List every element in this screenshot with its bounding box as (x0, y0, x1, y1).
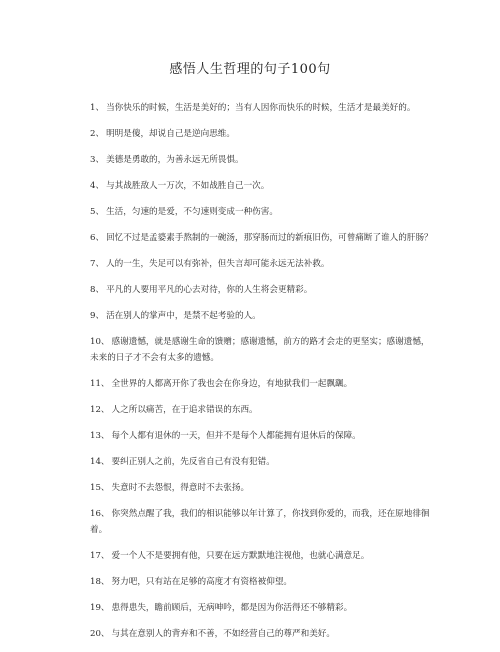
list-item (90, 152, 438, 168)
item-text: 回忆不过是孟婆素手熬制的一碗汤，那穿肠而过的新痕旧伤，可曾痛断了谁人的肝肠？ (106, 233, 433, 243)
item-text: 与其战胜敌人一万次，不如战胜自己一次。 (106, 181, 270, 191)
list-item (90, 100, 438, 116)
item-text: 明明是傻，却说自己是逆向思维。 (106, 129, 235, 139)
list-item (90, 402, 438, 418)
item-number: 16、 (90, 509, 110, 519)
item-number: 14、 (90, 457, 110, 467)
item-text: 活在别人的掌声中，是禁不起考验的人。 (106, 311, 261, 321)
item-number: 4、 (90, 181, 105, 191)
item-text: 你突然点醒了我，我们的相识能够以年计算了，你找到你爱的，而我，还在原地徘徊着。 (90, 509, 430, 535)
item-number: 17、 (90, 551, 110, 561)
list-item (90, 282, 438, 298)
list-item (90, 204, 438, 220)
list-item (90, 256, 438, 272)
item-text: 患得患失，瞻前顾后，无病呻吟，都是因为你活得还不够精彩。 (111, 603, 353, 613)
item-text: 失意时不去怨恨，得意时不去张扬。 (111, 483, 250, 493)
list-item (90, 548, 438, 564)
item-number: 3、 (90, 155, 105, 165)
item-number: 20、 (90, 629, 110, 639)
list-item (90, 626, 438, 642)
item-number: 8、 (90, 285, 105, 295)
item-text: 每个人都有退休的一天，但并不是每个人都能拥有退休后的保障。 (111, 431, 361, 441)
list-item (90, 428, 438, 444)
list-item (90, 230, 438, 246)
item-text: 感谢遗憾，就是感谢生命的馈赠；感谢遗憾，前方的路才会走的更坚实；感谢遗憾，未来的日子才不会有太多的遗憾。 (90, 337, 430, 363)
sentence-list (90, 100, 438, 652)
list-item (90, 454, 438, 470)
item-text: 努力吧，只有站在足够的高度才有资格被仰望。 (111, 577, 293, 587)
item-text: 人之所以痛苦，在于追求错误的东西。 (111, 405, 258, 415)
item-text: 美德是勇敢的，为善永远无所畏惧。 (106, 155, 244, 165)
list-item (90, 376, 438, 392)
list-item (90, 334, 438, 366)
item-text: 平凡的人要用平凡的心去对待，你的人生将会更精彩。 (106, 285, 313, 295)
list-item (90, 308, 438, 324)
item-number: 11、 (90, 379, 110, 389)
item-number: 18、 (90, 577, 110, 587)
item-number: 5、 (90, 207, 105, 217)
item-number: 6、 (90, 233, 105, 243)
item-number: 2、 (90, 129, 105, 139)
list-item (90, 506, 438, 538)
item-number: 1、 (90, 103, 105, 113)
item-number: 7、 (90, 259, 105, 269)
list-item (90, 574, 438, 590)
list-item (90, 126, 438, 142)
item-text: 当你快乐的时候，生活是美好的；当有人因你而快乐的时候，生活才是最美好的。 (106, 103, 416, 113)
list-item (90, 480, 438, 496)
item-number: 19、 (90, 603, 110, 613)
item-text: 与其在意别人的背弃和不善，不如经营自己的尊严和美好。 (111, 629, 335, 639)
item-number: 13、 (90, 431, 110, 441)
list-item (90, 178, 438, 194)
item-text: 生活，匀速的是爱，不匀速则变成一种伤害。 (106, 207, 278, 217)
page-title: 感悟人生哲理的句子100句 (169, 62, 331, 77)
item-text: 全世界的人都离开你了我也会在你身边，有地狱我们一起飘颻。 (111, 379, 353, 389)
item-text: 爱一个人不是要拥有他，只要在远方默默地注视他，也就心满意足。 (111, 551, 370, 561)
item-text: 人的一生，失足可以有弥补，但失言却可能永远无法补救。 (106, 259, 330, 269)
item-text: 要纠正别人之前，先反省自己有没有犯错。 (111, 457, 275, 467)
item-number: 9、 (90, 311, 105, 321)
item-number: 12、 (90, 405, 110, 415)
list-item (90, 600, 438, 616)
item-number: 10、 (90, 337, 110, 347)
item-number: 15、 (90, 483, 110, 493)
